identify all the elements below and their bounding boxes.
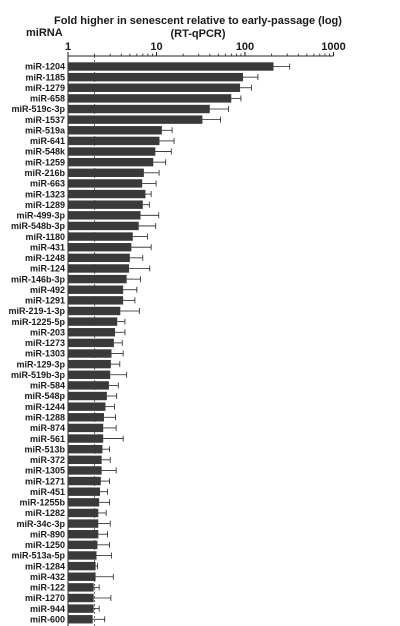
- category-label: miR-1288: [24, 412, 65, 423]
- category-label: miR-1204: [24, 61, 65, 72]
- category-label: miR-1250: [24, 540, 65, 551]
- category-label: miR-122: [29, 582, 65, 593]
- bar: [68, 392, 107, 400]
- bar: [68, 413, 104, 421]
- x-tick-label: 10: [150, 41, 163, 53]
- category-label: miR-519b-3p: [10, 369, 65, 380]
- bar: [68, 551, 97, 559]
- category-label: miR-584: [29, 380, 65, 391]
- x-tick-label: 1000: [321, 41, 346, 53]
- category-label: miR-1303: [24, 348, 65, 359]
- bar: [68, 147, 155, 155]
- category-label: miR-561: [29, 433, 65, 444]
- category-label: miR-548k: [24, 146, 65, 157]
- category-label: miR-1282: [24, 508, 65, 519]
- bar: [68, 126, 162, 134]
- bar: [68, 541, 97, 549]
- bar: [68, 381, 109, 389]
- category-label: miR-1305: [24, 465, 65, 476]
- bar: [68, 179, 142, 187]
- bar: [68, 445, 102, 453]
- bar: [68, 456, 102, 464]
- category-label: miR-1244: [24, 401, 65, 412]
- bar: [68, 339, 114, 347]
- category-label: miR-203: [29, 327, 65, 338]
- category-label: miR-34c-3p: [16, 518, 65, 529]
- category-label: miR-492: [29, 284, 65, 295]
- category-label: miR-1273: [24, 338, 65, 349]
- error-bars-group: [93, 64, 290, 623]
- bar: [68, 275, 127, 283]
- category-label: miR-641: [29, 136, 65, 147]
- bar: [68, 254, 130, 262]
- bar: [68, 190, 145, 198]
- bar: [68, 509, 98, 517]
- chart-title-line2: (RT-qPCR): [170, 28, 226, 40]
- bar: [68, 286, 123, 294]
- category-label: miR-1271: [24, 476, 65, 487]
- bar: [68, 488, 100, 496]
- bar: [68, 477, 101, 485]
- bar: [68, 169, 144, 177]
- category-labels: [8, 62, 66, 625]
- bar: [68, 498, 99, 506]
- category-label: miR-1180: [25, 231, 65, 242]
- category-header: miRNA: [26, 27, 63, 39]
- bar: [68, 573, 96, 581]
- category-label: miR-499-3p: [16, 210, 65, 221]
- x-tick-label: 1: [64, 41, 72, 53]
- category-label: miR-1289: [24, 199, 65, 210]
- bar: [68, 158, 153, 166]
- bar: [68, 222, 139, 230]
- bar: [68, 115, 202, 123]
- category-label: miR-513b: [24, 444, 65, 455]
- bar: [68, 232, 133, 240]
- bar: [68, 200, 143, 208]
- bar: [68, 73, 243, 81]
- bar: [68, 615, 93, 623]
- bar: [68, 371, 110, 379]
- category-label: miR-513a-5p: [11, 550, 65, 561]
- category-label: miR-1259: [24, 157, 65, 168]
- chart-title-line1: Fold higher in senescent relative to early-passage (log): [54, 15, 342, 27]
- category-label: miR-1537: [24, 114, 65, 125]
- bar: [68, 243, 131, 251]
- bar: [68, 519, 98, 527]
- bar: [68, 604, 94, 612]
- category-label: miR-219-1-3p: [8, 306, 65, 317]
- category-label: miR-1279: [24, 82, 65, 93]
- bar: [68, 307, 120, 315]
- category-label: miR-1225-5p: [11, 316, 65, 327]
- category-label: miR-1270: [24, 593, 65, 604]
- x-tick-label: 100: [235, 41, 255, 53]
- category-label: miR-944: [29, 603, 65, 614]
- category-label: miR-372: [29, 455, 65, 466]
- category-label: miR-1185: [25, 72, 65, 83]
- category-label: miR-519c-3p: [11, 104, 65, 115]
- bar: [68, 296, 123, 304]
- category-label: miR-1291: [24, 295, 65, 306]
- category-label: miR-129-3p: [16, 359, 65, 370]
- category-label: miR-1284: [24, 561, 65, 572]
- category-label: miR-548b-3p: [10, 221, 65, 232]
- category-label: miR-1248: [24, 253, 65, 264]
- bar: [68, 434, 103, 442]
- bar: [68, 466, 102, 474]
- bar: [68, 562, 96, 570]
- category-label: miR-519a: [24, 125, 65, 136]
- bar: [68, 211, 141, 219]
- bar: [68, 94, 231, 102]
- bars-group: [68, 62, 274, 623]
- category-label: miR-216b: [24, 168, 65, 178]
- bar: [68, 349, 111, 357]
- bar: [68, 402, 105, 410]
- bar: [68, 317, 117, 325]
- bar: [68, 84, 240, 92]
- bar: [68, 583, 94, 591]
- category-label: miR-431: [29, 242, 65, 253]
- category-label: miR-658: [29, 93, 65, 104]
- category-label: miR-663: [29, 178, 65, 189]
- category-label: miR-432: [29, 571, 65, 582]
- bar: [68, 105, 210, 113]
- category-label: miR-451: [29, 486, 65, 497]
- bar: [68, 530, 98, 538]
- bar: [68, 594, 94, 602]
- category-label: miR-874: [29, 423, 65, 434]
- category-label: miR-548p: [24, 391, 65, 402]
- category-label: miR-600: [29, 614, 65, 625]
- bar: [68, 424, 103, 432]
- category-label: miR-124: [29, 263, 65, 274]
- bar: [68, 264, 129, 272]
- category-label: miR-1255b: [19, 497, 65, 508]
- bar: [68, 360, 111, 368]
- category-label: miR-890: [29, 529, 65, 540]
- bar: [68, 137, 159, 145]
- bar: [68, 62, 274, 70]
- bar: [68, 328, 115, 336]
- category-label: miR-146b-3p: [10, 274, 65, 285]
- category-label: miR-1323: [24, 189, 65, 200]
